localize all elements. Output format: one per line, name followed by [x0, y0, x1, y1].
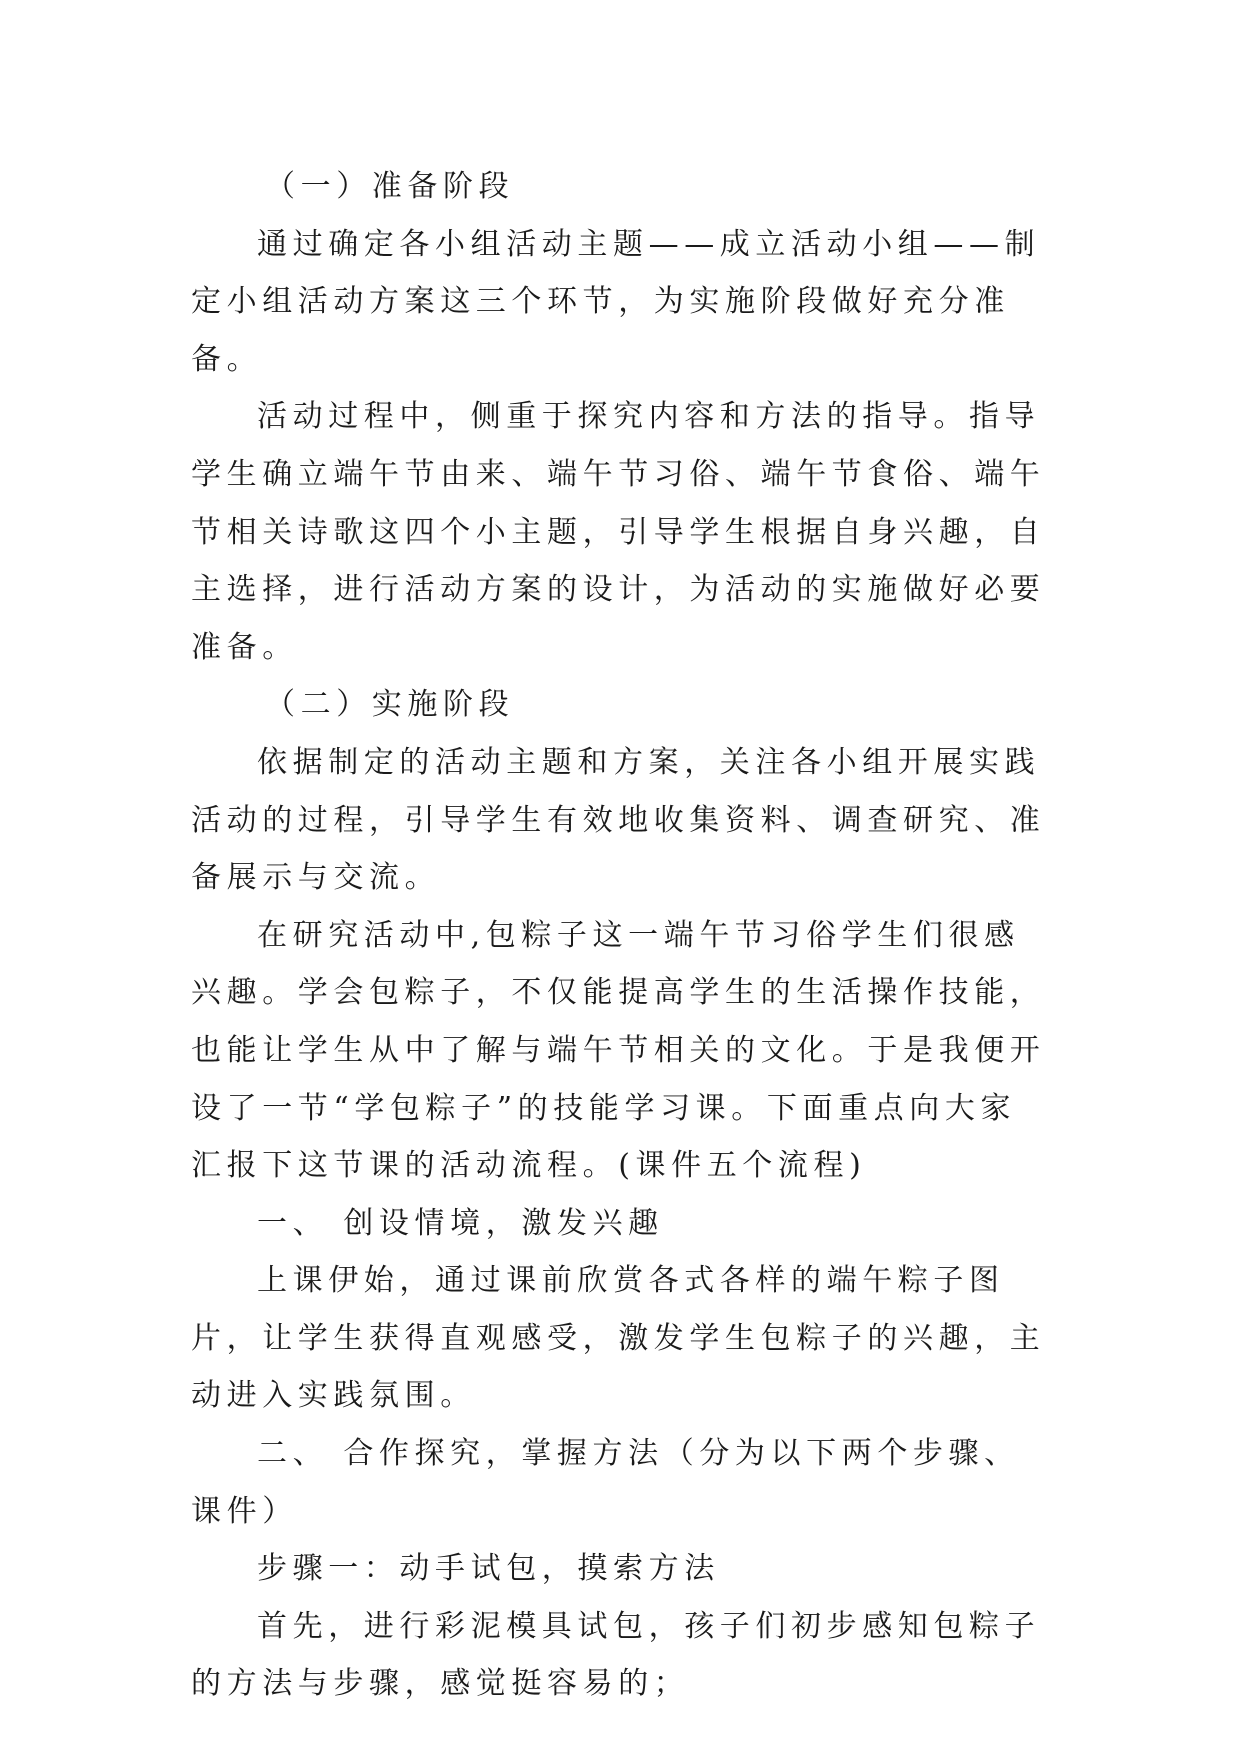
step-heading-one: 步骤一：动手试包，摸索方法 [257, 1551, 720, 1587]
section-heading-one: 一、 创设情境，激发兴趣 [257, 1205, 664, 1241]
paragraph: 在研究活动中,包粽子这一端午节习俗学生们很感兴趣。学会包粽子，不仅能提高学生的生活操作技能，也能让学生从中了解与端午节相关的文化。于是我便开设了一节“学包粽子”的技能学习课。下面重点向大家汇报下这节课的活动流程。(课件五个流程) [191, 917, 1046, 1184]
paragraph: 通过确定各小组活动主题——成立活动小组——制定小组活动方案这三个环节，为实施阶段做好充分准备。 [191, 226, 1041, 377]
paragraph: 上课伊始，通过课前欣赏各式各样的端午粽子图片，让学生获得直观感受，激发学生包粽子的兴趣，主动进入实践氛围。 [191, 1263, 1046, 1414]
paragraph: 活动过程中，侧重于探究内容和方法的指导。指导学生确立端午节由来、端午节习俗、端午节食俗、端午节相关诗歌这四个小主题，引导学生根据自身兴趣，自主选择，进行活动方案的设计，为活动的实施做好必要准备。 [191, 399, 1046, 665]
paragraph: 依据制定的活动主题和方案，关注各小组开展实践活动的过程，引导学生有效地收集资料、调查研究、准备展示与交流。 [191, 744, 1046, 896]
document-page [191, 158, 1051, 1713]
paragraph: 首先，进行彩泥模具试包，孩子们初步感知包粽子的方法与步骤，感觉挺容易的； [191, 1608, 1041, 1702]
heading-implementation-stage: （二）实施阶段 [265, 687, 515, 723]
heading-preparation-stage: （一）准备阶段 [265, 169, 515, 204]
section-heading-two: 二、 合作探究，掌握方法（分为以下两个步骤、课件） [191, 1436, 1020, 1529]
